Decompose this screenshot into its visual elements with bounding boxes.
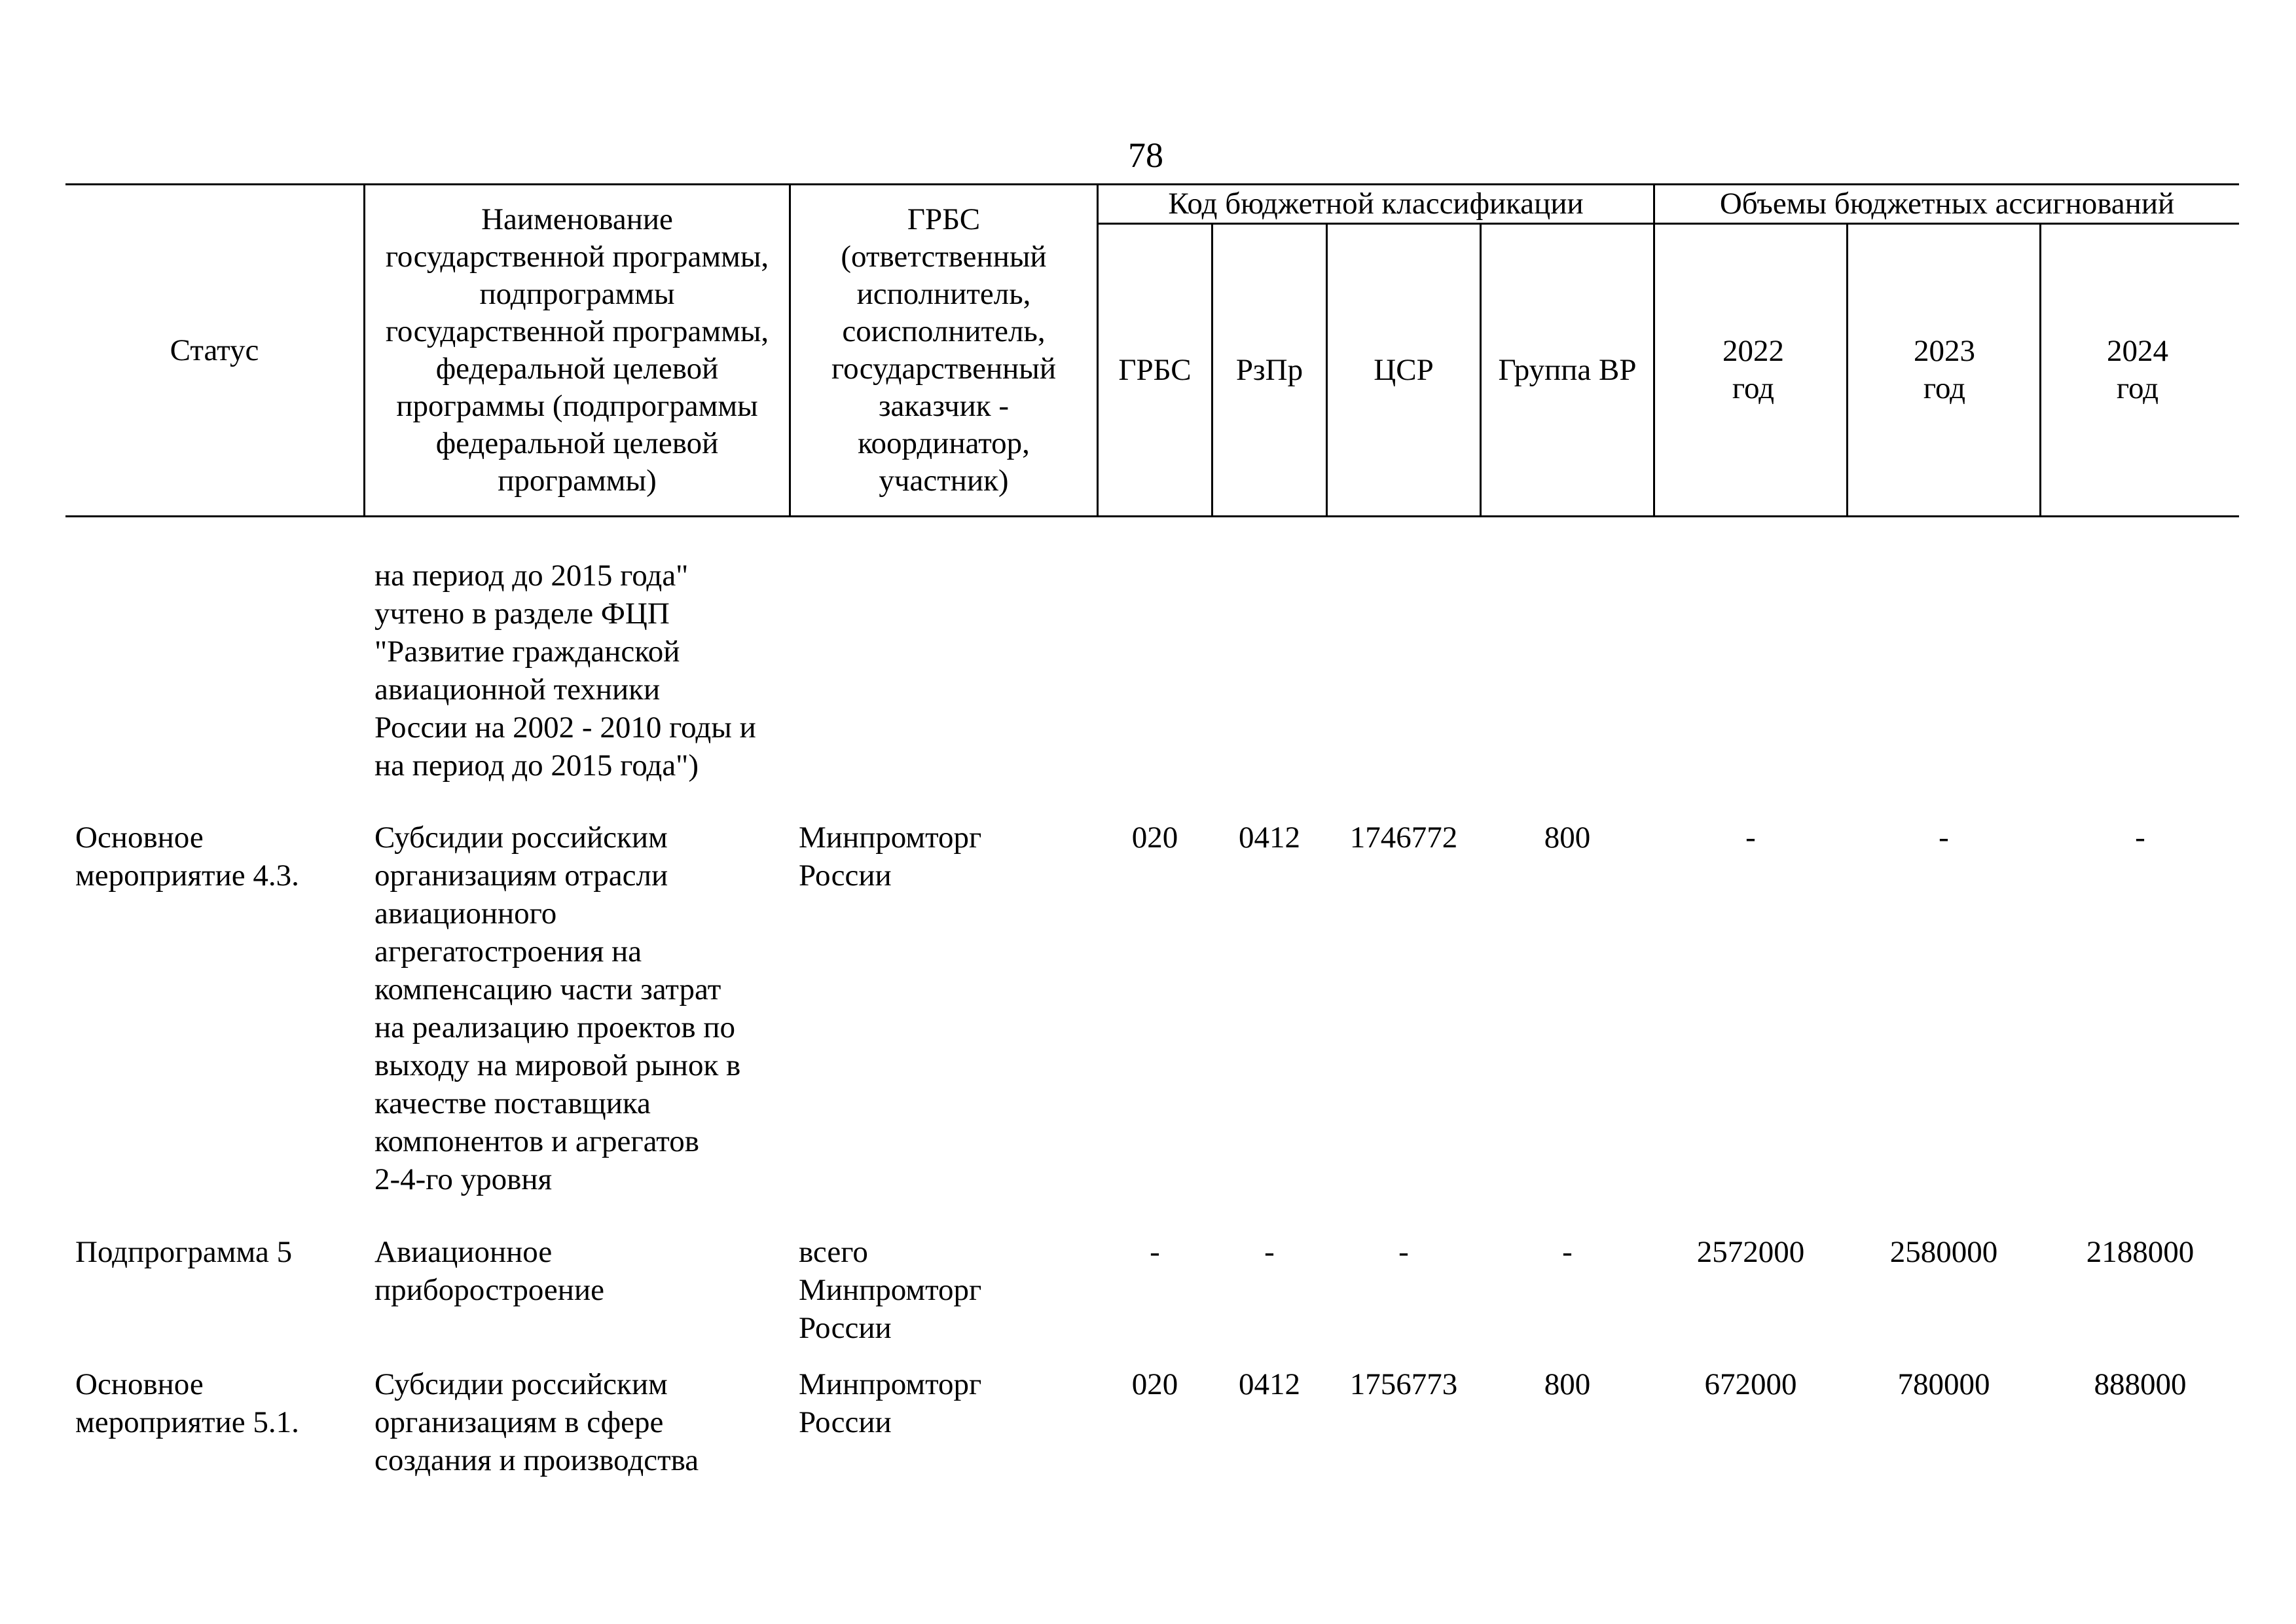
header-status: Статус: [170, 333, 259, 367]
row-vr: 800: [1544, 821, 1591, 855]
row-name: Субсидии российским организациям в сфере создания и производства: [374, 1367, 699, 1477]
row-grbs: 020: [1131, 821, 1178, 855]
header-rzpr: РзПр: [1235, 352, 1303, 387]
row-2023: 2580000: [1889, 1235, 1998, 1269]
row-rzpr: -: [1264, 1235, 1275, 1269]
row-grbs: -: [1150, 1235, 1160, 1269]
header-csr: ЦСР: [1374, 352, 1434, 387]
header-budget-volumes-group: Объемы бюджетных ассигнований: [1719, 187, 2175, 221]
header-divider: [1653, 183, 1655, 517]
row-2024: 2188000: [2086, 1235, 2195, 1269]
row-2022: 2572000: [1696, 1235, 1805, 1269]
page-number: 78: [1128, 136, 1163, 175]
row-name: на период до 2015 года" учтено в разделе ФЦП "Развитие гражданской авиационной техники России на 2002 - 2010 годы и на период до 2015 года"): [374, 559, 756, 783]
header-divider: [2039, 223, 2041, 517]
row-2022: 672000: [1704, 1367, 1797, 1401]
row-rzpr: 0412: [1239, 1367, 1300, 1401]
header-bottom-border: [65, 515, 2239, 517]
header-name: Наименование государственной программы, подпрограммы государственной программы, федеральной целевой программы (подпрограммы федеральной целевой программы): [385, 202, 769, 498]
row-grbs-full: Минпромторг России: [799, 821, 982, 893]
header-grbs-full: ГРБС (ответственный исполнитель, соисполнитель, государственный заказчик - координатор, участник): [831, 202, 1057, 498]
row-vr: -: [1562, 1235, 1573, 1269]
row-status: Основное мероприятие 5.1.: [75, 1367, 299, 1439]
row-2024: -: [2135, 821, 2145, 855]
row-grbs-full: Минпромторг России: [799, 1367, 982, 1439]
row-csr: 1746772: [1349, 821, 1458, 855]
row-csr: -: [1398, 1235, 1409, 1269]
row-status: Основное мероприятие 4.3.: [75, 821, 299, 893]
row-2023: -: [1939, 821, 1949, 855]
header-2022: 2022 год: [1722, 334, 1784, 405]
row-2023: 780000: [1897, 1367, 1990, 1401]
header-divider: [1846, 223, 1848, 517]
row-status: Подпрограмма 5: [75, 1235, 293, 1269]
header-2024: 2024 год: [2107, 334, 2168, 405]
header-vr: Группа ВР: [1498, 352, 1637, 387]
row-vr: 800: [1544, 1367, 1591, 1401]
row-csr: 1756773: [1349, 1367, 1458, 1401]
header-budget-code-group: Код бюджетной классификации: [1168, 187, 1584, 221]
row-grbs: 020: [1131, 1367, 1178, 1401]
row-grbs-full: всего Минпромторг России: [799, 1235, 982, 1345]
row-name: Субсидии российским организациям отрасли авиационного агрегатостроения на компенсацию части затрат на реализацию проектов по выходу на мировой рынок в качестве поставщика компонентов и агрегатов 2-4-го уровня: [374, 821, 741, 1196]
row-name: Авиационное приборостроение: [374, 1235, 604, 1307]
header-grbs: ГРБС: [1118, 352, 1192, 387]
row-2024: 888000: [2094, 1367, 2187, 1401]
row-2022: -: [1745, 821, 1756, 855]
header-2023: 2023 год: [1914, 334, 1975, 405]
row-rzpr: 0412: [1239, 821, 1300, 855]
